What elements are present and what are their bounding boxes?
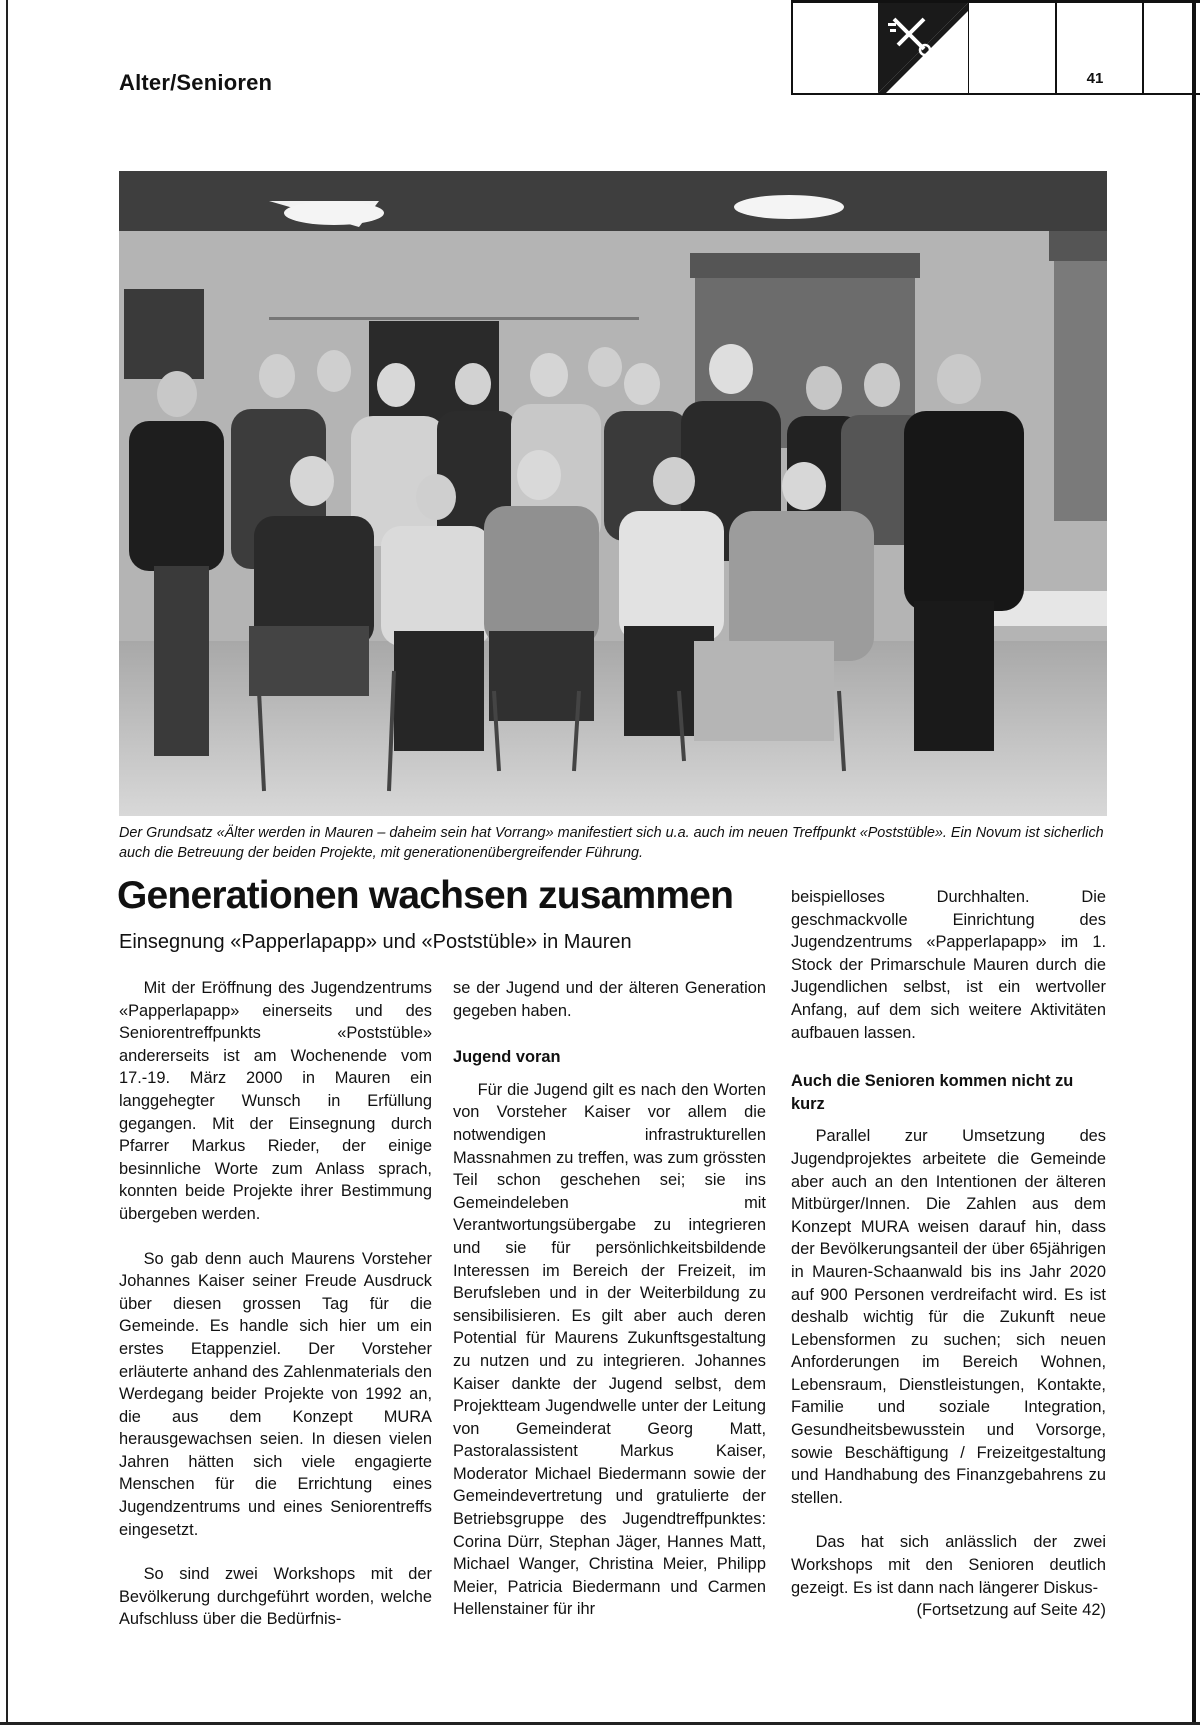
article-column-1 bbox=[119, 977, 432, 1631]
page-edge-left bbox=[6, 0, 8, 1725]
article-paragraph: So sind zwei Workshops mit der Bevölkerung durchgeführt worden, welche Aufschluss über die Bedürfnis- bbox=[119, 1565, 432, 1629]
municipal-crest-icon bbox=[878, 3, 968, 93]
article-paragraph: Mit der Eröffnung des Jugendzentrums «Papperlapapp» einerseits und des Seniorentreffpunkts «Poststüble» andererseits ist am Wochenende vom 17.-19. März 2000 in Mauren ein langgehegter Wunsch in Erfüllung gegangen. Mit der Einsegnung durch Pfarrer Markus Rieder, der einige besinnliche Worte zum Anlass sprach, konnten beide Projekte ihrer Bestimmung übergeben werden. bbox=[119, 979, 432, 1223]
article-subheadline: Einsegnung «Papperlapapp» und «Poststüble» in Mauren bbox=[119, 931, 632, 953]
section-title: Alter/Senioren bbox=[119, 70, 273, 95]
article-paragraph-continued: beispielloses Durchhalten. Die geschmackvolle Einrichtung des Jugendzentrums «Papperlapapp» im 1. Stock der Primarschule Mauren durch die Jugendlichen selbst, ist ein wertvoller Anfang, auf dem sich weitere Aktivitäten aufbauen lassen. bbox=[791, 888, 1106, 1042]
article-column-3 bbox=[791, 886, 1106, 1622]
article-paragraph-continued: se der Jugend und der älteren Generation gegeben haben. bbox=[453, 979, 766, 1020]
group-photo bbox=[119, 171, 1107, 816]
article-column-2 bbox=[453, 977, 766, 1621]
subhead-senioren: Auch die Senioren kommen nicht zu kurz bbox=[791, 1072, 1074, 1113]
continued-note: (Fortsetzung auf Seite 42) bbox=[916, 1601, 1106, 1620]
article-paragraph: Das hat sich anlässlich der zwei Workshops mit den Senioren deutlich gezeigt. Es ist dann nach längerer Diskus- bbox=[791, 1533, 1106, 1597]
page-edge-right bbox=[1192, 0, 1196, 1725]
article-paragraph: Parallel zur Umsetzung des Jugendprojektes arbeitete die Gemeinde aber auch an den Intentionen der älteren Mitbürger/Innen. Die Zahlen aus dem Konzept MURA weisen darauf hin, dass der Bevölkerungsanteil der über 65jährigen in Mauren-Schaanwald bis ins Jahr 2020 auf 900 Personen verdreifacht wird. Es ist deshalb wichtig für die Zukunft neue Lebensformen zu suchen; sich neuen Anforderungen im Bereich Wohnen, Lebensraum, Dienstleistungen, Kontakte, Familie und soziale Integration, Gesundheitsbewusstein und Vorsorge, sowie Beschäftigung / Freizeitgestaltung und Handhabung des Finanzgebahrens zu stellen. bbox=[791, 1127, 1106, 1507]
header-grid bbox=[791, 0, 1200, 95]
article-headline: Generationen wachsen zusammen bbox=[117, 874, 734, 917]
page-number: 41 bbox=[1086, 70, 1104, 87]
photo-caption: Der Grundsatz «Älter werden in Mauren – daheim sein hat Vorrang» manifestiert sich u.a. auch im neuen Treffpunkt «Poststüble». Ein Novum ist sicherlich auch die Betreuung der beiden Projekte, mit generationenübergreifender Führung. bbox=[119, 825, 1104, 861]
article-paragraph: Für die Jugend gilt es nach den Worten von Vorsteher Kaiser vor allem die notwendigen infrastrukturellen Massnahmen zu treffen, was zum grössten Teil schon geschehen sei; sie ins Gemeindeleben mit Verantwortungsübergabe zu integrieren und sie für persönlichkeitsbildende Interessen im Bereich der Freizeit, im Berufsleben und in der Weiterbildung zu sensibilisieren. Es gilt aber auch deren Potential für Maurens Zukunftsgestaltung zu nutzen und zu integrieren. Johannes Kaiser dankte der Jugend selbst, dem Projektteam Jugendwelle unter der Leitung von Gemeinderat Georg Matt, Pastoralassistent Markus Kaiser, Moderator Michael Biedermann sowie der Gemeindevertretung und gratulierte der Betriebsgruppe des Jugendtreffpunktes: Corina Dürr, Stephan Jäger, Hannes Matt, Michael Wanger, Christina Meier, Philipp Meier, Patricia Biedermann und Carmen Hellenstainer für ihr bbox=[453, 1080, 766, 1619]
article-paragraph: So gab denn auch Maurens Vorsteher Johannes Kaiser seiner Freude Ausdruck über diesen grossen Tag für die Gemeinde. Es handle sich hier um ein erstes Etappenziel. Der Vorsteher erläuterte anhand des Zahlenmaterials den Werdegang beider Projekte von 1992 an, die aus dem Konzept MURA herausgewachsen seien. In diesen vielen Jahren hätten sich viele engagierte Menschen für die Errichtung eines Jugendzentrums und eines Seniorentreffs eingesetzt. bbox=[119, 1249, 432, 1539]
subhead-jugend-voran: Jugend voran bbox=[453, 1048, 561, 1067]
